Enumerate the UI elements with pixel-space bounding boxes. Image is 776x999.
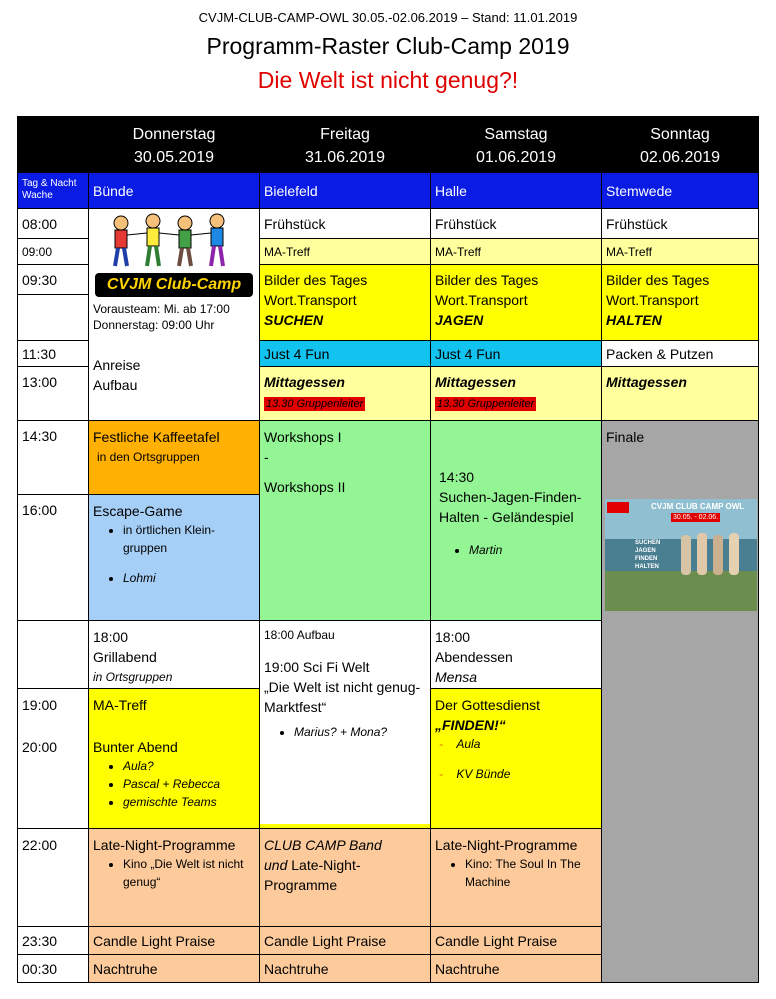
setup: Aufbau — [93, 377, 138, 393]
list-item: • Marius? + Mona? — [294, 723, 426, 741]
saturday-ma-treff: MA-Treff — [430, 238, 602, 265]
list-item: • in örtlichen Klein-gruppen — [123, 521, 255, 557]
thursday-late-night: Late-Night-Programme • Kino „Die Welt ist nicht genug“ — [88, 828, 260, 927]
late-list — [93, 855, 255, 891]
day-header-saturday: Samstag 01.06.2019 — [430, 116, 602, 173]
saturday-night: Nachtruhe — [430, 954, 602, 983]
scifi-list — [264, 723, 426, 741]
club-camp-banner: CVJM Club-Camp — [95, 273, 253, 297]
friday-candle: Candle Light Praise — [259, 926, 431, 955]
saturday-bilder: Bilder des Tages Wort.Transport JAGEN — [430, 264, 602, 341]
time-slot-evening: 19:00 20:00 — [17, 688, 89, 829]
time-slot: 09:00 — [17, 238, 89, 265]
day-header-sunday: Sonntag 02.06.2019 — [601, 116, 759, 173]
list-item: • Pascal + Rebecca — [123, 775, 255, 793]
escape-list — [93, 521, 255, 587]
friday-bilder: Bilder des Tages Wort.Transport SUCHEN — [259, 264, 431, 341]
leader-badge: 13.30 Gruppenleiter — [266, 398, 364, 410]
saturday-breakfast: Frühstück — [430, 208, 602, 239]
friday-workshops: Workshops I - Workshops II — [259, 420, 431, 621]
place-friday: Bielefeld — [259, 172, 431, 209]
day-header-friday: Freitag 31.06.2019 — [259, 116, 431, 173]
club-camp-logo — [93, 211, 255, 273]
friday-night: Nachtruhe — [259, 954, 431, 983]
friday-ma-treff: MA-Treff — [259, 238, 431, 265]
arrival: Anreise — [93, 357, 141, 373]
sunday-bilder: Bilder des Tages Wort.Transport HALTEN — [601, 264, 759, 341]
time-slot: 22:00 — [17, 828, 89, 927]
place-saturday: Halle — [430, 172, 602, 209]
friday-evening: 18:00 Aufbau 19:00 Sci Fi Welt „Die Welt ist nicht genug-Marktfest“ • Marius? + Mona? — [259, 620, 431, 829]
time-slot: 00:30 — [17, 954, 89, 983]
saturday-lunch: Mittagessen 13.30 Gruppenleiter — [430, 366, 602, 421]
time-slot: 14:30 — [17, 420, 89, 495]
thursday-evening: MA-Treff Bunter Abend • Aula? • Pascal + Rebecca • gemischte Teams — [88, 688, 260, 829]
friday-breakfast: Frühstück — [259, 208, 431, 239]
list-item: • Martin — [469, 541, 597, 559]
list-item: • Aula? — [123, 757, 255, 775]
advance-thursday: Donnerstag: 09:00 Uhr — [93, 318, 215, 332]
corner-header — [17, 116, 89, 173]
saturday-service: Der Gottesdienst „FINDEN!“ - Aula - KV Bünde — [430, 688, 602, 829]
time-slot-empty — [17, 620, 89, 689]
time-slot: 13:00 — [17, 366, 89, 421]
friday-fun: Just 4 Fun — [259, 340, 431, 367]
thursday-bbq: 18:00 Grillabend in Ortsgruppen — [88, 620, 260, 689]
saturday-candle: Candle Light Praise — [430, 926, 602, 955]
time-slot: 08:00 — [17, 208, 89, 239]
bunter-list — [93, 757, 255, 811]
friday-lunch: Mittagessen 13.30 Gruppenleiter — [259, 366, 431, 421]
list-item: • Kino „Die Welt ist nicht genug“ — [123, 855, 255, 891]
list-item: • Lohmi — [123, 569, 255, 587]
advance-team: Vorausteam: Mi. ab 17:00 — [93, 302, 230, 316]
service-item: KV Bünde — [456, 767, 511, 781]
document-subtitle: CVJM-CLUB-CAMP-OWL 30.05.-02.06.2019 – Stand: 11.01.2019 — [198, 10, 578, 25]
sunday-lunch: Mittagessen — [601, 366, 759, 421]
sunday-breakfast: Frühstück — [601, 208, 759, 239]
thursday-escape: Escape-Game • in örtlichen Klein-gruppen • Lohmi — [88, 494, 260, 621]
kids-illustration-icon — [93, 211, 253, 273]
sunday-finale: Finale CVJM CLUB CAMP OWL 30.05. - 02.06. SUCHEN JAGEN FINDEN HALTEN — [601, 420, 759, 983]
place-thursday: Bünde — [88, 172, 260, 209]
thursday-arrival-cell — [88, 208, 260, 421]
time-slot: 09:30 — [17, 264, 89, 295]
page-title: Programm-Raster Club-Camp 2019 — [206, 33, 570, 59]
poster-title: CVJM CLUB CAMP OWL — [651, 502, 745, 511]
time-slot: 23:30 — [17, 926, 89, 955]
time-slot-empty — [17, 294, 89, 341]
poster-words: SUCHEN JAGEN FINDEN HALTEN — [635, 540, 661, 570]
saturday-fun: Just 4 Fun — [430, 340, 602, 367]
friday-band: CLUB CAMP Band und Late-Night-Programme — [259, 828, 431, 927]
motto: Die Welt ist nicht genug?! — [257, 67, 519, 93]
list-item: • Kino: The Soul In The Machine — [465, 855, 597, 891]
schedule-grid — [17, 116, 759, 983]
poster-dates: 30.05. - 02.06. — [673, 514, 719, 521]
thursday-candle: Candle Light Praise — [88, 926, 260, 955]
corner-label: Tag & Nacht Wache — [17, 172, 89, 209]
place-sunday: Stemwede — [601, 172, 759, 209]
list-item: • gemischte Teams — [123, 793, 255, 811]
leader-badge: 13.30 Gruppenleiter — [437, 398, 535, 410]
saturday-game: 14:30 Suchen-Jagen-Finden-Halten - Geländespiel • Martin — [430, 420, 602, 621]
time-slot: 16:00 — [17, 494, 89, 621]
thursday-coffee: Festliche Kaffeetafel in den Ortsgruppen — [88, 420, 260, 495]
late-list — [435, 855, 597, 891]
saturday-late-night: Late-Night-Programme • Kino: The Soul In The Machine — [430, 828, 602, 927]
game-list — [439, 541, 597, 559]
service-item: Aula — [456, 737, 481, 751]
sunday-pack: Packen & Putzen — [601, 340, 759, 367]
sunday-ma-treff: MA-Treff — [601, 238, 759, 265]
thursday-night: Nachtruhe — [88, 954, 260, 983]
day-header-thursday: Donnerstag 30.05.2019 — [88, 116, 260, 173]
camp-poster — [605, 499, 757, 611]
time-slot: 11:30 — [17, 340, 89, 367]
cvjm-logo-icon — [607, 502, 629, 513]
saturday-dinner: 18:00 Abendessen Mensa — [430, 620, 602, 689]
